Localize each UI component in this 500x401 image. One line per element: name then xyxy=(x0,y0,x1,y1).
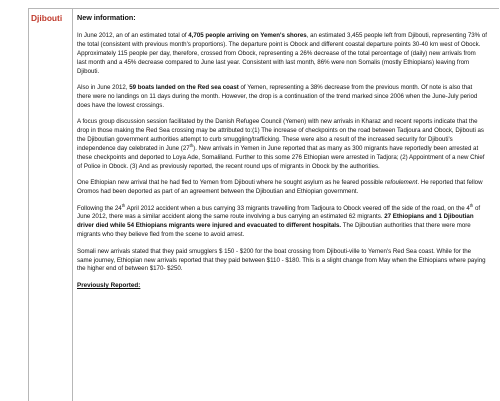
bold-run: 59 boats landed on the Red sea coast xyxy=(129,84,239,92)
text-run: Following the 24 xyxy=(77,204,122,212)
text-run: Also in June 2012, xyxy=(77,84,130,92)
text-run: April 2012 accident when a bus carrying 33 migrants travelling from Tadjoura to Obock veered off the side of the road, on the 4 xyxy=(125,204,470,212)
text-run: of June 2012, there was a similar accident along the same route involving a bus carrying an estimated 62 migrants. xyxy=(77,204,481,221)
superscript: th xyxy=(469,202,474,208)
section-heading: New information: xyxy=(77,13,136,22)
superscript: th xyxy=(121,202,126,208)
superscript: th xyxy=(189,142,194,148)
text-run: A focus group discussion session facilitated by the Danish Refugee Council (Yemen) with new arrivals in Kharaz and recent reports indicate that the drop in those making the Red Sea crossing may be attributed to:(1) The increase of checkpoints on the road between Tadjoura and Obock, Djibouti as the Djiboutian government authorities attempt to curb smuggling/trafficking. These were also a result of the increased security for Djibouti's independence day celebrated in June (27 xyxy=(77,118,484,152)
text-run: One Ethiopian new arrival that he had fled to Yemen from Djibouti where he sought asylum as he feared possible xyxy=(77,179,385,187)
text-run: ). New arrivals in Yemen in June reported that as many as 300 migrants have reportedly been arrested at these checkpoints and deported to Loya Ade, Somaliland. Further to this some 276 Ethiopian were arrested in Tadjora; (2) Appointment of a new Chief of Police in Obock. (3) And as previously reported, the recent round ups of migrants in Obock by the authorities. xyxy=(77,144,485,170)
paragraph-arrivals xyxy=(77,32,487,77)
content-column xyxy=(77,13,487,289)
country-label: Djibouti xyxy=(31,13,63,23)
italic-run: refoulement xyxy=(384,179,418,187)
country-column xyxy=(29,9,73,401)
text-run: In June 2012, an of an estimated total of xyxy=(77,32,189,39)
previously-reported-heading: Previously Reported: xyxy=(77,281,141,289)
paragraph-boats xyxy=(77,84,487,111)
text-run: . He reported that fellow Oromos had been deported as part of an agreement between the Djiboutian and Ethiopian government. xyxy=(77,179,483,196)
paragraph-accident xyxy=(77,202,487,241)
paragraph-asylum xyxy=(77,179,487,197)
text-run: The Djiboutian authorities that there were more migrants who they believe fled from the scene to avoid arrest. xyxy=(77,222,471,239)
report-table xyxy=(28,8,499,401)
text-run: of Yemen, representing a 38% decrease from the previous month. Of note is also that there were no landings on 11 days during the month. However, the drop is a continuation of the trend marked since 2006 when the June-July period does have the lowest crossings. xyxy=(77,84,478,109)
paragraph-smuggling-costs: Somali new arrivals stated that they paid smugglers $ 150 - $200 for the boat crossing from Djibouti-ville to Yemen's Red Sea coast. While for the same journey, Ethiopian new arrivals reported that they paid between $110 - $180. This is a slight change from May when the Ethiopians where paying the higher end of between $170- $250. xyxy=(77,247,486,273)
text-run: , an estimated 3,455 people left from Djibouti, representing 73% of the total (consistent with previous month's proportions). The departure point is Obock and different coastal departure points 30-40 km west of Obock. Approximately 115 people per day, therefore, crossed from Obock, representing a 26% decrease of the total percentage of (daily) new arrivals from last month and a 45% decrease compared to June last year. Consistent with last month, 86% were non Somalis (mostly Ethiopians) leaving from Djibouti. xyxy=(77,32,487,75)
bold-run: 27 Ethiopians and 1 Djiboutian driver died while 54 Ethiopians migrants were injured and evacuated to different hospitals. xyxy=(77,213,474,230)
bold-run: 4,705 people arriving on Yemen's shores xyxy=(188,32,307,39)
paragraph-focus-group xyxy=(77,118,487,171)
